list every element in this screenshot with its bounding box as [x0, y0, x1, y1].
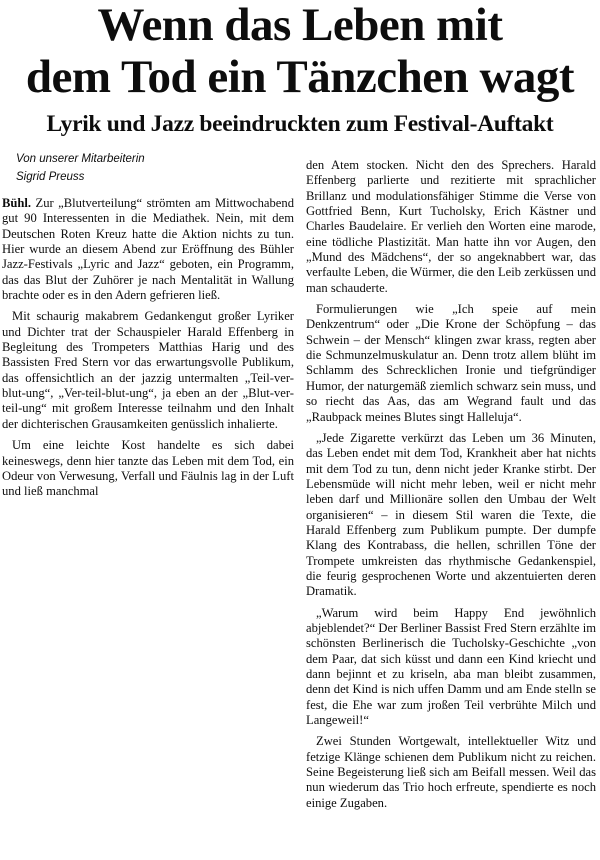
paragraph-text: Zur „Blutverteilung“ strömten am Mittwochabend gut 90 Interessenten in die Mediathek. Nein, mit dem Deutschen Roten Kreuz hatte die Aktion nichts zu tun. Hier wurde an diesem Abend zur Eröffnung des Bühler Jazz-Festivals „Lyric and Jazz“ geboten, ein Programm, das das Blut der Zuhörer je nach Mentalität in Wallung brachte oder es in den Adern gefrieren ließ. [2, 196, 294, 303]
dateline-place: Bühl. [2, 196, 32, 210]
paragraph: Formulierungen wie „Ich speie auf mein Denkzentrum“ oder „Die Krone der Schöpfung – das Schwein – der Mensch“ klingen zwar krass, regten aber die Schmunzelmuskulatur an. Denn trotz allem blüht im Schlamm des Schrecklichen Ironie und tiefgründiger Humor, der naturgemäß ziemlich schwarz sein muss, und so riecht das Aas, das am Wegrand fault und das „Raubpack meines Blutes singt Halleluja“. [306, 302, 596, 424]
byline-intro: Von unserer Mitarbeiterin [16, 153, 145, 165]
subheadline: Lyrik und Jazz beeindruckten zum Festival-Auftakt [46, 111, 554, 137]
paragraph: Mit schaurig makabrem Gedankengut großer Lyriker und Dichter trat der Schauspieler Harald Effenberg in Begleitung des Trompeters Matthias Harig und des Bassisten Fred Stern vor das erwartungsvolle Publikum, das offensichtlich an der jazzig untermalten „Teil-ver-blut-ung“, „Ver-teil-blut-ung“, ja eben an der „Blut-ver-teil-ung“ mit großem Interesse teilnahm und den Inhalt der dichterischen Grausamkeiten genüsslich inhalierte. [2, 309, 294, 431]
paragraph [2, 196, 294, 303]
byline-author: Sigrid Preuss [16, 171, 85, 183]
article-column-left [2, 196, 294, 506]
paragraph: „Warum wird beim Happy End jewöhnlich abjeblendet?“ Der Berliner Bassist Fred Stern erzählte im schönsten Berlinerisch die Tucholsky-Geschichte „von dem Paar, dat sich küsst und dann een Kind kriecht und dann bejinnt et zu kriseln, aba man bleibt zusammen, denn det Kind is nich uffen Damm und am Ende stelln se fest, die Ehe war zum jroßen Teil verbrühte Milch und Langeweil!“ [306, 605, 596, 728]
paragraph: „Jede Zigarette verkürzt das Leben um 36 Minuten, das Leben endet mit dem Tod, Krankheit aber hat nichts mit dem Tod zu tun, denn nicht jeder Kranke stirbt. Der Lebensmüde will nicht mehr leben, weil er nicht mehr leben darf und Millionäre sollen den Umbau der Welt organisieren“ – in diesem Stil waren die Texte, die Harald Effenberg zum Publikum pumpte. Der dumpfe Klang des Kontrabass, die hellen, schrillen Töne der Trompete umkreisten das rhythmische Gedankenspiel, die feurig gesprochenen Worte und akzentuierten deren Dramatik. [306, 430, 596, 599]
paragraph: Um eine leichte Kost handelte es sich dabei keineswegs, denn hier tanzte das Leben mit dem Tod, ein Odeur von Verwesung, Verfall und Fäulnis lag in der Luft und ließ manchmal [2, 438, 294, 499]
headline-line-2: dem Tod ein Tänzchen wagt [25, 51, 575, 103]
paragraph: den Atem stocken. Nicht den des Sprechers. Harald Effenberg parlierte und rezitierte mit sprachlicher Brillanz und modulationsfähiger Stimme die Verse von Gottfried Benn, Kurt Tucholsky, Erich Kästner und Charles Baudelaire. Er verlieh den Worten eine marode, eine tödliche Plastizität. Man hatte ihn vor Augen, den „Mund des Mädchens“, der so angeknabbert war, das verfaulte Leben, die Würmer, die den Leib zerküssen und man schauderte. [306, 158, 596, 295]
headline-line-1: Wenn das Leben mit [97, 0, 503, 51]
article-column-right [306, 158, 596, 817]
paragraph: Zwei Stunden Wortgewalt, intellektueller Witz und fetzige Klänge schienen dem Publikum nicht zu reichen. Seine Begeisterung ließ sich am Beifall messen. Weil das nun wiederum das Trio hoch erfreute, spendierte es noch einige Zugaben. [306, 734, 596, 810]
